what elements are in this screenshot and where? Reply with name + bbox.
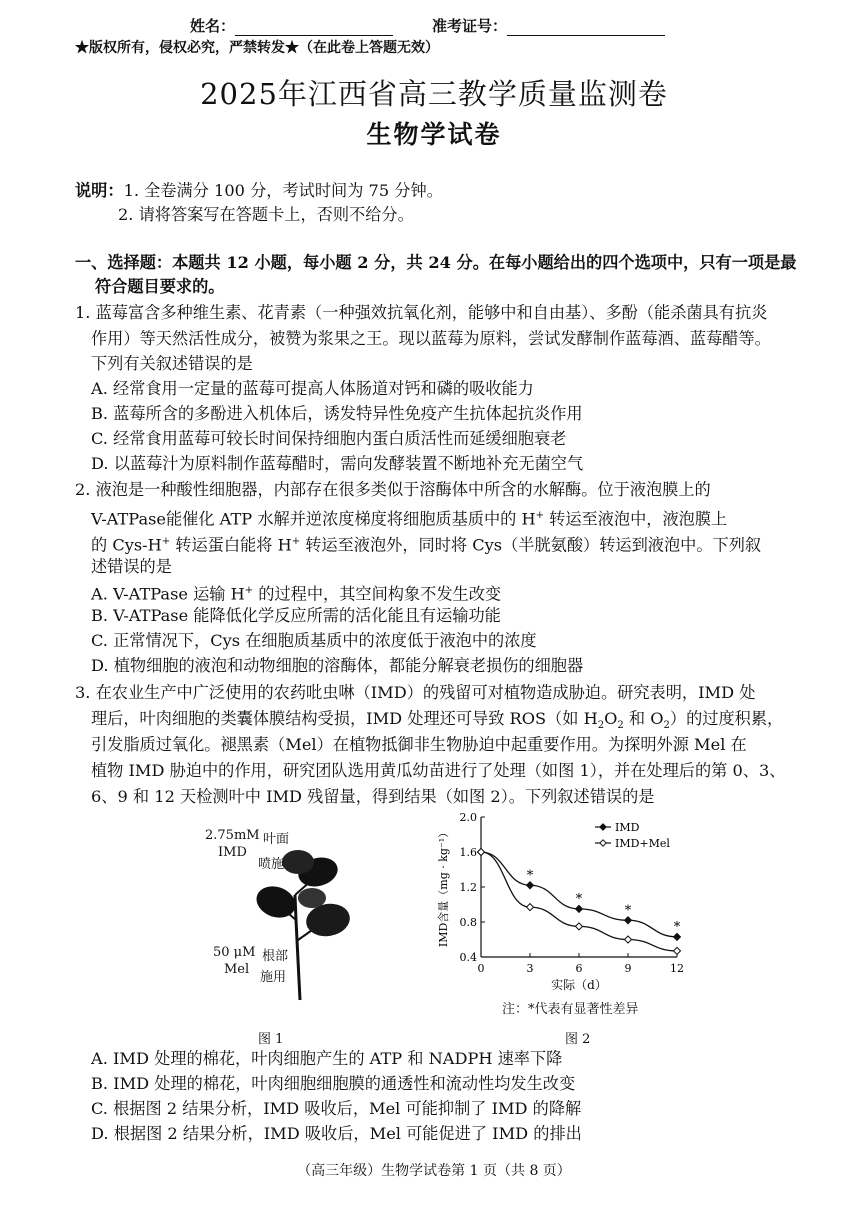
data-point-imd-mel — [674, 947, 681, 954]
data-point-imd-mel — [527, 904, 534, 911]
mel-agent-label: Mel — [224, 962, 250, 977]
mel-concentration-label: 50 μM — [213, 945, 256, 960]
page-footer: （高三年级）生物学试卷第 1 页（共 8 页） — [297, 1163, 571, 1179]
exam-number-label: 准考证号： — [432, 15, 665, 36]
q1-stem-3: 下列有关叙述错误的是 — [91, 354, 253, 373]
q3-stem-3: 引发脂质过氧化。褪黑素（Mel）在植物抵御非生物胁迫中起重要作用。为探明外源 Mel 在 — [91, 735, 747, 754]
data-point-imd-mel — [625, 936, 632, 943]
x-tick-label: 12 — [670, 962, 684, 975]
q1-option-c: C. 经常食用蓝莓可较长时间保持细胞内蛋白质活性而延缓细胞衰老 — [91, 429, 567, 448]
q2-stem-4: 述错误的是 — [91, 557, 172, 576]
name-field-label: 姓名： — [190, 15, 393, 36]
name-blank — [235, 19, 393, 36]
section-header-line-1: 一、选择题：本题共 12 小题，每小题 2 分，共 24 分。在每小题给出的四个选项中，只有一项是最 — [75, 253, 797, 272]
q1-stem-2: 作用）等天然活性成分，被赞为浆果之王。现以蓝莓为原料，尝试发酵制作蓝莓酒、蓝莓醋等。 — [91, 329, 771, 348]
q1-option-a: A. 经常食用一定量的蓝莓可提高人体肠道对钙和磷的吸收能力 — [91, 379, 534, 398]
q1-option-d: D. 以蓝莓汁为原料制作蓝莓醋时，需向发酵装置不断地补充无菌空气 — [91, 454, 584, 473]
q2-stem-3: 的 Cys-H+ 转运蛋白能将 H+ 转运至液泡外，同时将 Cys（半胱氨酸）转运到液泡中。下列叙 — [91, 535, 762, 555]
q2-option-b: B. V-ATPase 能降低化学反应所需的活化能且有运输功能 — [91, 606, 501, 625]
q3-stem-4: 植物 IMD 胁迫中的作用，研究团队选用黄瓜幼苗进行了处理（如图 1），并在处理后的第 0、3、 — [91, 761, 786, 780]
figure-1-caption: 图 1 — [258, 1032, 284, 1047]
notes-line-2: 2. 请将答案写在答题卡上，否则不给分。 — [118, 205, 414, 224]
x-axis-label: 实际（d） — [551, 978, 607, 992]
imd-agent-label: IMD — [218, 845, 247, 860]
exam-title: 2025年江西省高三教学质量监测卷 — [200, 77, 668, 111]
data-point-imd-mel — [576, 923, 583, 930]
q3-option-a: A. IMD 处理的棉花，叶肉细胞产生的 ATP 和 NADPH 速率下降 — [91, 1049, 563, 1068]
notes-line-1: 说明：1. 全卷满分 100 分，考试时间为 75 分钟。 — [75, 181, 443, 200]
q2-stem-2: V-ATPase能催化 ATP 水解并逆浓度梯度将细胞质基质中的 H+ 转运至液泡中，液泡膜上 — [91, 509, 728, 529]
exam-number-blank — [507, 19, 665, 36]
significance-mark: * — [526, 868, 534, 884]
data-point-imd-mel — [478, 849, 485, 856]
q3-stem-2: 理后，叶肉细胞的类囊体膜结构受损，IMD 处理还可导致 ROS（如 $H_2O_2$ 和 $O_2$）的过度积累， — [91, 709, 784, 732]
figure-2-caption: 图 2 — [565, 1032, 591, 1047]
apply-method-label: 施用 — [260, 970, 287, 985]
imd-concentration-label: 2.75mM — [205, 828, 260, 843]
y-tick-label: 1.2 — [459, 881, 477, 894]
x-tick-label: 6 — [575, 962, 583, 975]
spray-method-label: 喷施 — [258, 857, 285, 872]
x-tick-label: 3 — [526, 962, 534, 975]
x-tick-label: 0 — [477, 962, 485, 975]
copyright-notice: ★版权所有，侵权必究，严禁转发★（在此卷上答题无效） — [75, 40, 439, 56]
significance-mark: * — [575, 891, 583, 907]
q3-option-d: D. 根据图 2 结果分析，IMD 吸收后，Mel 可能促进了 IMD 的排出 — [91, 1124, 582, 1143]
significance-mark: * — [624, 903, 632, 919]
section-header-line-2: 符合题目要求的。 — [95, 277, 225, 296]
root-site-label: 根部 — [262, 949, 289, 964]
legend-marker — [600, 824, 606, 830]
q2-stem-1: 2. 液泡是一种酸性细胞器，内部存在很多类似于溶酶体中所含的水解酶。位于液泡膜上的 — [75, 480, 711, 499]
q2-option-a: A. V-ATPase 运输 H+ 的过程中，其空间构象不发生改变 — [91, 584, 502, 604]
chart-note: 注：*代表有显著性差异 — [502, 1002, 639, 1017]
y-tick-label: 2.0 — [459, 811, 477, 824]
exam-subtitle: 生物学试卷 — [366, 120, 502, 149]
q3-stem-5: 6、9 和 12 天检测叶中 IMD 残留量，得到结果（如图 2）。下列叙述错误的是 — [91, 787, 655, 806]
y-tick-label: 0.4 — [459, 951, 477, 964]
q1-option-b: B. 蓝莓所含的多酚进入机体后，诱发特异性免疫产生抗体起抗炎作用 — [91, 404, 583, 423]
y-axis-label: IMD含量（mg · kg⁻¹） — [437, 826, 450, 948]
y-tick-label: 0.8 — [459, 916, 477, 929]
x-tick-label: 9 — [624, 962, 632, 975]
legend-label: IMD+Mel — [615, 837, 670, 850]
q1-stem-1: 1. 蓝莓富含多种维生素、花青素（一种强效抗氧化剂，能够中和自由基）、多酚（能杀菌具有抗炎 — [75, 303, 768, 322]
q2-option-c: C. 正常情况下，Cys 在细胞质基质中的浓度低于液泡中的浓度 — [91, 631, 537, 650]
q3-option-b: B. IMD 处理的棉花，叶肉细胞细胞膜的通透性和流动性均发生改变 — [91, 1074, 576, 1093]
q3-stem-1: 3. 在农业生产中广泛使用的农药吡虫啉（IMD）的残留可对植物造成胁迫。研究表明，IMD 处 — [75, 683, 756, 702]
legend-label: IMD — [615, 821, 640, 834]
significance-mark: * — [673, 919, 681, 935]
q3-option-c: C. 根据图 2 结果分析，IMD 吸收后，Mel 可能抑制了 IMD 的降解 — [91, 1099, 582, 1118]
leaf-site-label: 叶面 — [263, 832, 290, 847]
legend-marker — [600, 840, 606, 846]
y-tick-label: 1.6 — [459, 846, 477, 859]
imd-residue-chart — [425, 805, 700, 1020]
q2-option-d: D. 植物细胞的液泡和动物细胞的溶酶体，都能分解衰老损伤的细胞器 — [91, 656, 584, 675]
